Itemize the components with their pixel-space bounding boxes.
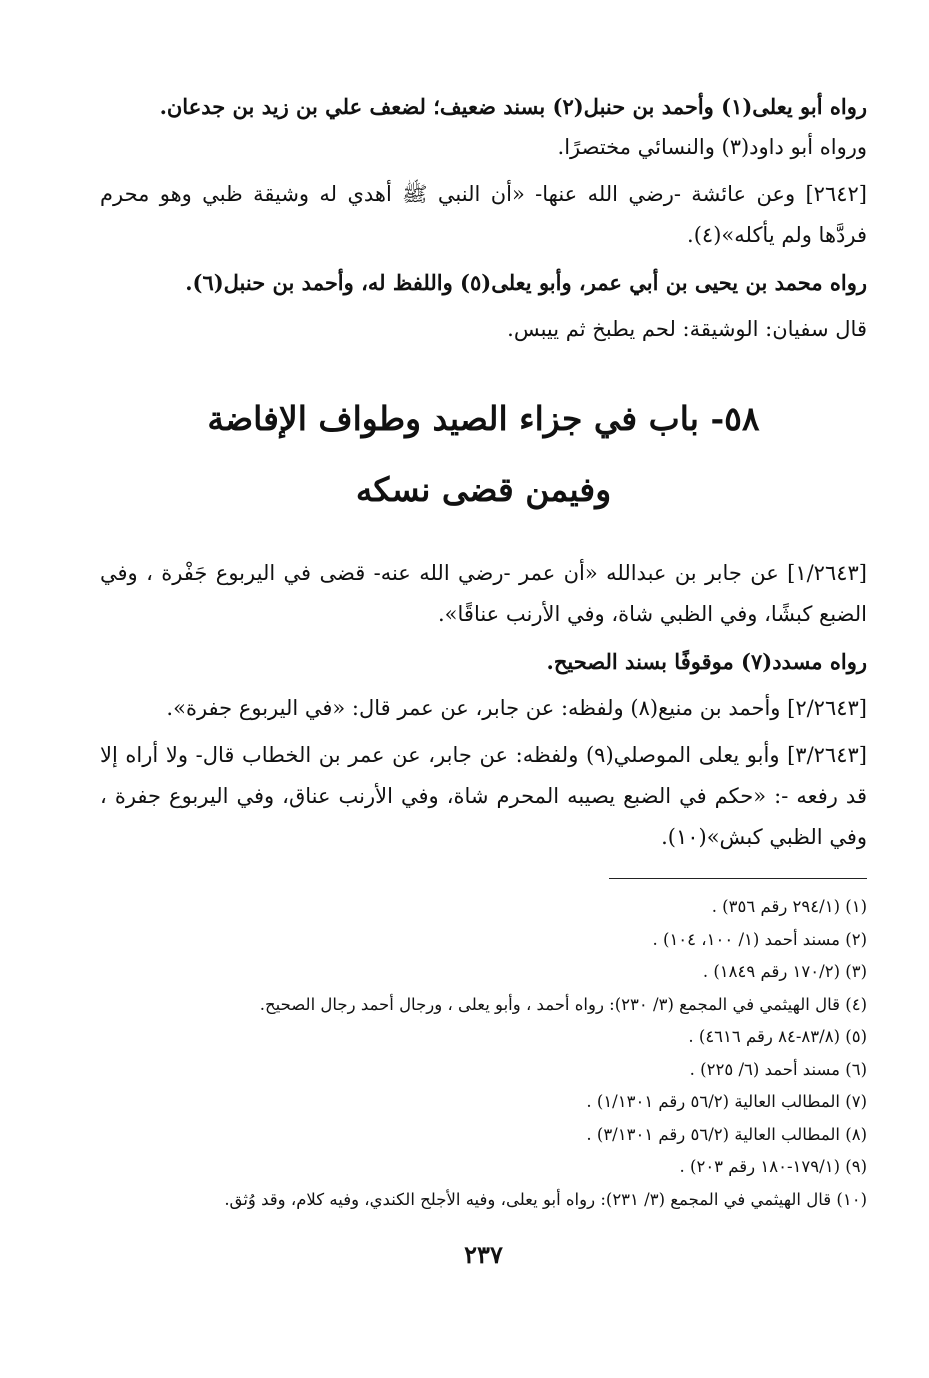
footnote-9: (٩) (١٧٩/١-١٨٠ رقم ٢٠٣) . (679, 1157, 867, 1176)
footnote-4: (٤) قال الهيثمي في المجمع (٣/ ٢٣٠): رواه أحمد ، وأبو يعلى ، ورجال أحمد رجال الصحيح. (259, 994, 867, 1014)
hadith-2643-3: [٣/٢٦٤٣] وأبو يعلى الموصلي(٩) ولفظه: عن جابر، عن عمر بن الخطاب قال- ولا أراه إلا قد رفعه -: «حكم في الضبع يصيبه المحرم شاة، وفي الأرنب عناق، وفي اليربوع جفرة ، وفي الظبي كبش»(١٠). (100, 743, 867, 849)
footnote-separator (609, 878, 867, 879)
hadith-2643-1: [١/٢٦٤٣] عن جابر بن عبدالله «أن عمر -رضي الله عنه- قضى في اليربوع جَفْرة ، وفي الضبع كبشًا، وفي الظبي شاة، وفي الأرنب عناقًا». (100, 561, 867, 626)
page-number: ٢٣٧ (464, 1240, 503, 1269)
paragraph-narration-musaddad: رواه مسدد(٧) موقوفًا بسند الصحيح. (546, 649, 867, 674)
hadith-2642: [٢٦٤٢] وعن عائشة -رضي الله عنها- «أن النبي ﷺ أهدي له وشيقة ظبي وهو محرم فردَّها ولم يأكله»(٤). (100, 182, 867, 247)
lower-text-block (100, 553, 867, 858)
document-page (100, 86, 867, 1378)
paragraph-narration-abu-yala: رواه أبو يعلى(١) وأحمد بن حنبل(٢) بسند ضعيف؛ لضعف علي بن زيد بن جدعان. (159, 94, 867, 119)
upper-text-block (100, 86, 867, 350)
chapter-title-line1: ٥٨- باب في جزاء الصيد وطواف الإفاضة (207, 399, 760, 438)
footnote-10: (١٠) قال الهيثمي في المجمع (٣/ ٢٣١): رواه أبو يعلى، وفيه الأجلح الكندي، وفيه كلام، وقد وُثق. (224, 1189, 867, 1209)
footnote-5: (٥) (٨٣/٨-٨٤ رقم ٤٦١٦) . (688, 1027, 867, 1046)
footnote-3: (٣) (١٧٠/٢ رقم ١٨٤٩) . (702, 962, 867, 981)
footnote-7: (٧) المطالب العالية (٥٦/٢ رقم ١/١٣٠١) . (586, 1092, 867, 1111)
footnote-8: (٨) المطالب العالية (٥٦/٢ رقم ٣/١٣٠١) . (586, 1124, 867, 1144)
hadith-2643-2: [٢/٢٦٤٣] وأحمد بن منيع(٨) ولفظه: عن جابر، عن عمر قال: «في اليربوع جفرة». (166, 696, 867, 720)
paragraph-narration-muhammad: رواه محمد بن يحيى بن أبي عمر، وأبو يعلى(٥) واللفظ له، وأحمد بن حنبل(٦). (185, 270, 867, 295)
footnote-2: (٢) مسند أحمد (١/ ١٠٠، ١٠٤) . (652, 929, 867, 949)
footnote-6: (٦) مسند أحمد (٦/ ٢٢٥) . (689, 1059, 867, 1079)
paragraph-sufyan-definition: قال سفيان: الوشيقة: لحم يطبخ ثم ييبس. (507, 317, 867, 341)
footnotes (100, 891, 867, 1216)
paragraph-narration-abu-dawud: ورواه أبو داود(٣) والنسائي مختصرًا. (557, 135, 867, 159)
chapter-title-line2: وفيمن قضى نسكه (355, 470, 612, 509)
footnote-1: (١) (٢٩٤/١ رقم ٣٥٦) . (711, 897, 867, 916)
